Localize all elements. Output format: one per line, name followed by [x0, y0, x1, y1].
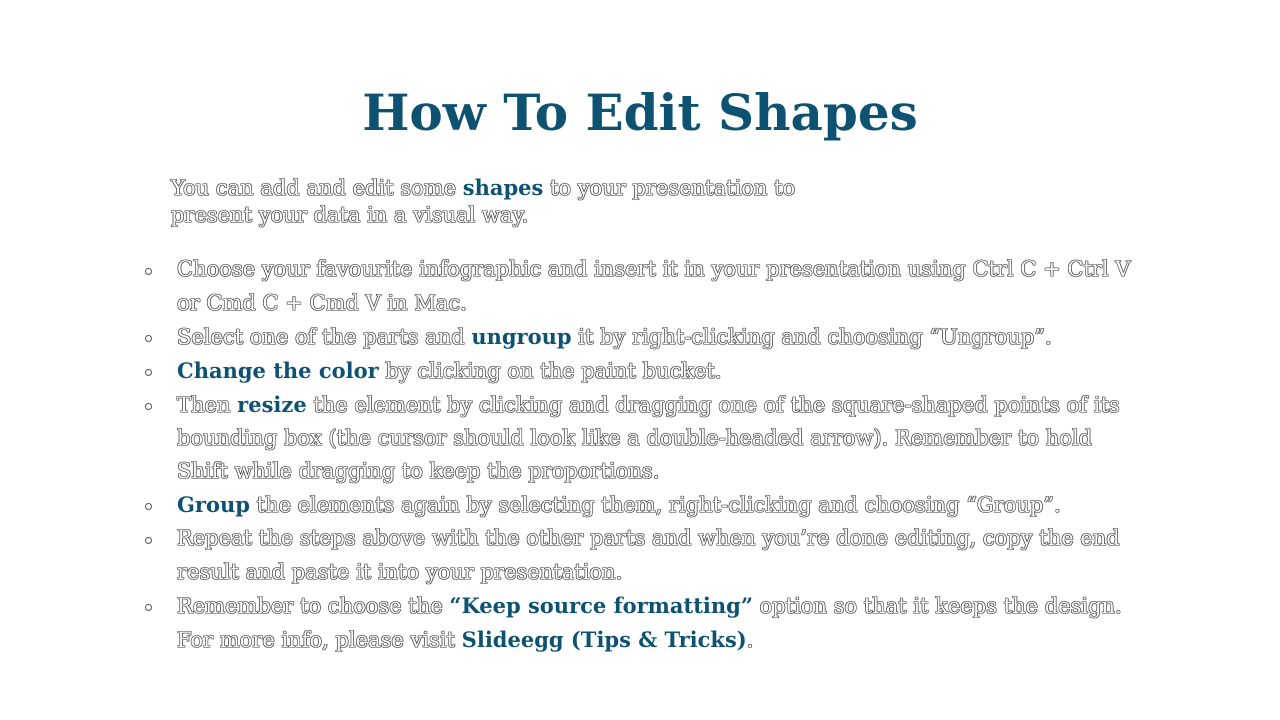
item-highlight-group: Group — [177, 492, 250, 517]
bullet-circle-icon — [145, 537, 152, 544]
bullet-circle-icon — [145, 503, 152, 510]
item-text-before: Then — [177, 393, 238, 417]
intro-text-before: You can add and edit some — [171, 176, 463, 200]
item-text-before: Repeat the steps above with the other parts and when you’re done editing, copy the end result and paste it into your presentation. — [177, 526, 1120, 584]
instruction-list — [145, 253, 1135, 657]
list-item — [145, 388, 1135, 488]
bullet-circle-icon — [145, 268, 152, 275]
item-text-after: the element by clicking and dragging one of the square-shaped points of its bounding box (the cursor should look like a double-headed arrow). Remember to hold Shift while dragging to keep the proportions. — [177, 393, 1120, 483]
bullet-circle-icon — [145, 335, 152, 342]
item-highlight-resize: resize — [237, 392, 307, 417]
list-item — [145, 522, 1135, 589]
item-highlight-keep-source-formatting: “Keep source formatting” — [449, 593, 753, 618]
intro-text-after: to your presentation to present your data in a visual way. — [171, 176, 796, 227]
intro-paragraph — [171, 174, 851, 229]
item-text-after: the elements again by selecting them, right-clicking and choosing “Group”. — [249, 493, 1061, 517]
list-item — [145, 589, 1135, 657]
item-text-before: Select one of the parts and — [177, 325, 472, 349]
intro-highlight-shapes: shapes — [462, 175, 544, 200]
list-item — [145, 253, 1135, 320]
list-item — [145, 354, 1135, 388]
item-highlight-ungroup: ungroup — [471, 324, 572, 349]
item-text-before: Remember to choose the — [177, 594, 450, 618]
bullet-circle-icon — [145, 403, 152, 410]
item-text-before: Choose your favourite infographic and insert it in your presentation using Ctrl C + Ctrl V or Cmd C + Cmd V in Mac. — [177, 257, 1131, 315]
item-text-after: option so that it keeps the design. For more info, please visit — [177, 594, 1122, 652]
item-text-end: . — [746, 628, 754, 652]
item-text-after: it by right-clicking and choosing “Ungroup”. — [571, 325, 1052, 349]
list-item — [145, 488, 1135, 522]
item-text-after: by clicking on the paint bucket. — [378, 359, 722, 383]
item-highlight-change-color: Change the color — [177, 358, 379, 383]
slideegg-tips-link[interactable]: Slideegg (Tips & Tricks) — [461, 627, 747, 652]
slide-title: How To Edit Shapes — [362, 83, 918, 142]
list-item — [145, 320, 1135, 354]
bullet-circle-icon — [145, 369, 152, 376]
bullet-circle-icon — [145, 604, 152, 611]
